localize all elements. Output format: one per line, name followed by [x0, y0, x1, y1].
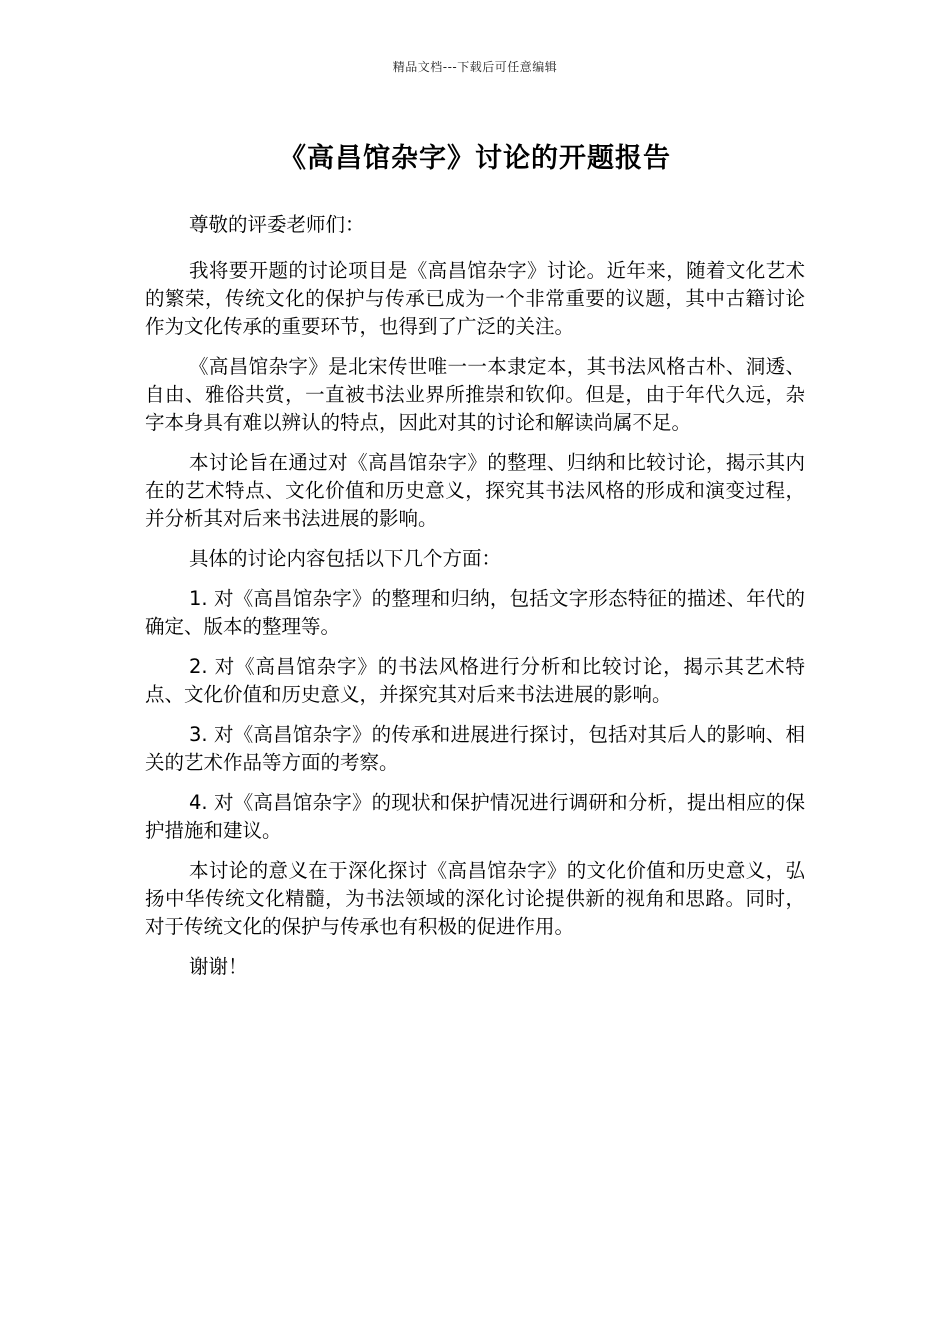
paragraph-background: 《高昌馆杂字》是北宋传世唯一一本隶定本，其书法风格古朴、洞透、自由、雅俗共赏，一直被书法业界所推崇和钦仰。但是，由于年代久远，杂字本身具有难以辨认的特点，因此对其的讨论和解读尚属不足。	[145, 355, 805, 434]
document-body	[145, 211, 805, 993]
paragraph-content-intro: 具体的讨论内容包括以下几个方面：	[189, 547, 502, 570]
paragraph-objective: 本讨论旨在通过对《高昌馆杂字》的整理、归纳和比较讨论，揭示其内在的艺术特点、文化价值和历史意义，探究其书法风格的形成和演变过程，并分析其对后来书法进展的影响。	[145, 451, 805, 530]
document-title: 《高昌馆杂字》讨论的开题报告	[279, 143, 671, 174]
list-item-1: 1. 对《高昌馆杂字》的整理和归纳，包括文字形态特征的描述、年代的确定、版本的整理等。	[145, 587, 805, 638]
page-header-watermark: 精品文档---下载后可任意编辑	[392, 60, 558, 74]
paragraph-salutation: 尊敬的评委老师们：	[189, 213, 365, 236]
paragraph-introduction: 我将要开题的讨论项目是《高昌馆杂字》讨论。近年来，随着文化艺术的繁荣，传统文化的保护与传承已成为一个非常重要的议题，其中古籍讨论作为文化传承的重要环节，也得到了广泛的关注。	[145, 259, 805, 338]
paragraph-significance: 本讨论的意义在于深化探讨《高昌馆杂字》的文化价值和历史意义，弘扬中华传统文化精髓，为书法领域的深化讨论提供新的视角和思路。同时，对于传统文化的保护与传承也有积极的促进作用。	[145, 859, 805, 938]
paragraph-closing: 谢谢！	[189, 955, 248, 978]
list-item-3: 3. 对《高昌馆杂字》的传承和进展进行探讨，包括对其后人的影响、相关的艺术作品等方面的考察。	[145, 723, 805, 774]
list-item-4: 4. 对《高昌馆杂字》的现状和保护情况进行调研和分析，提出相应的保护措施和建议。	[145, 791, 805, 842]
list-item-2: 2. 对《高昌馆杂字》的书法风格进行分析和比较讨论，揭示其艺术特点、文化价值和历史意义，并探究其对后来书法进展的影响。	[145, 655, 805, 706]
